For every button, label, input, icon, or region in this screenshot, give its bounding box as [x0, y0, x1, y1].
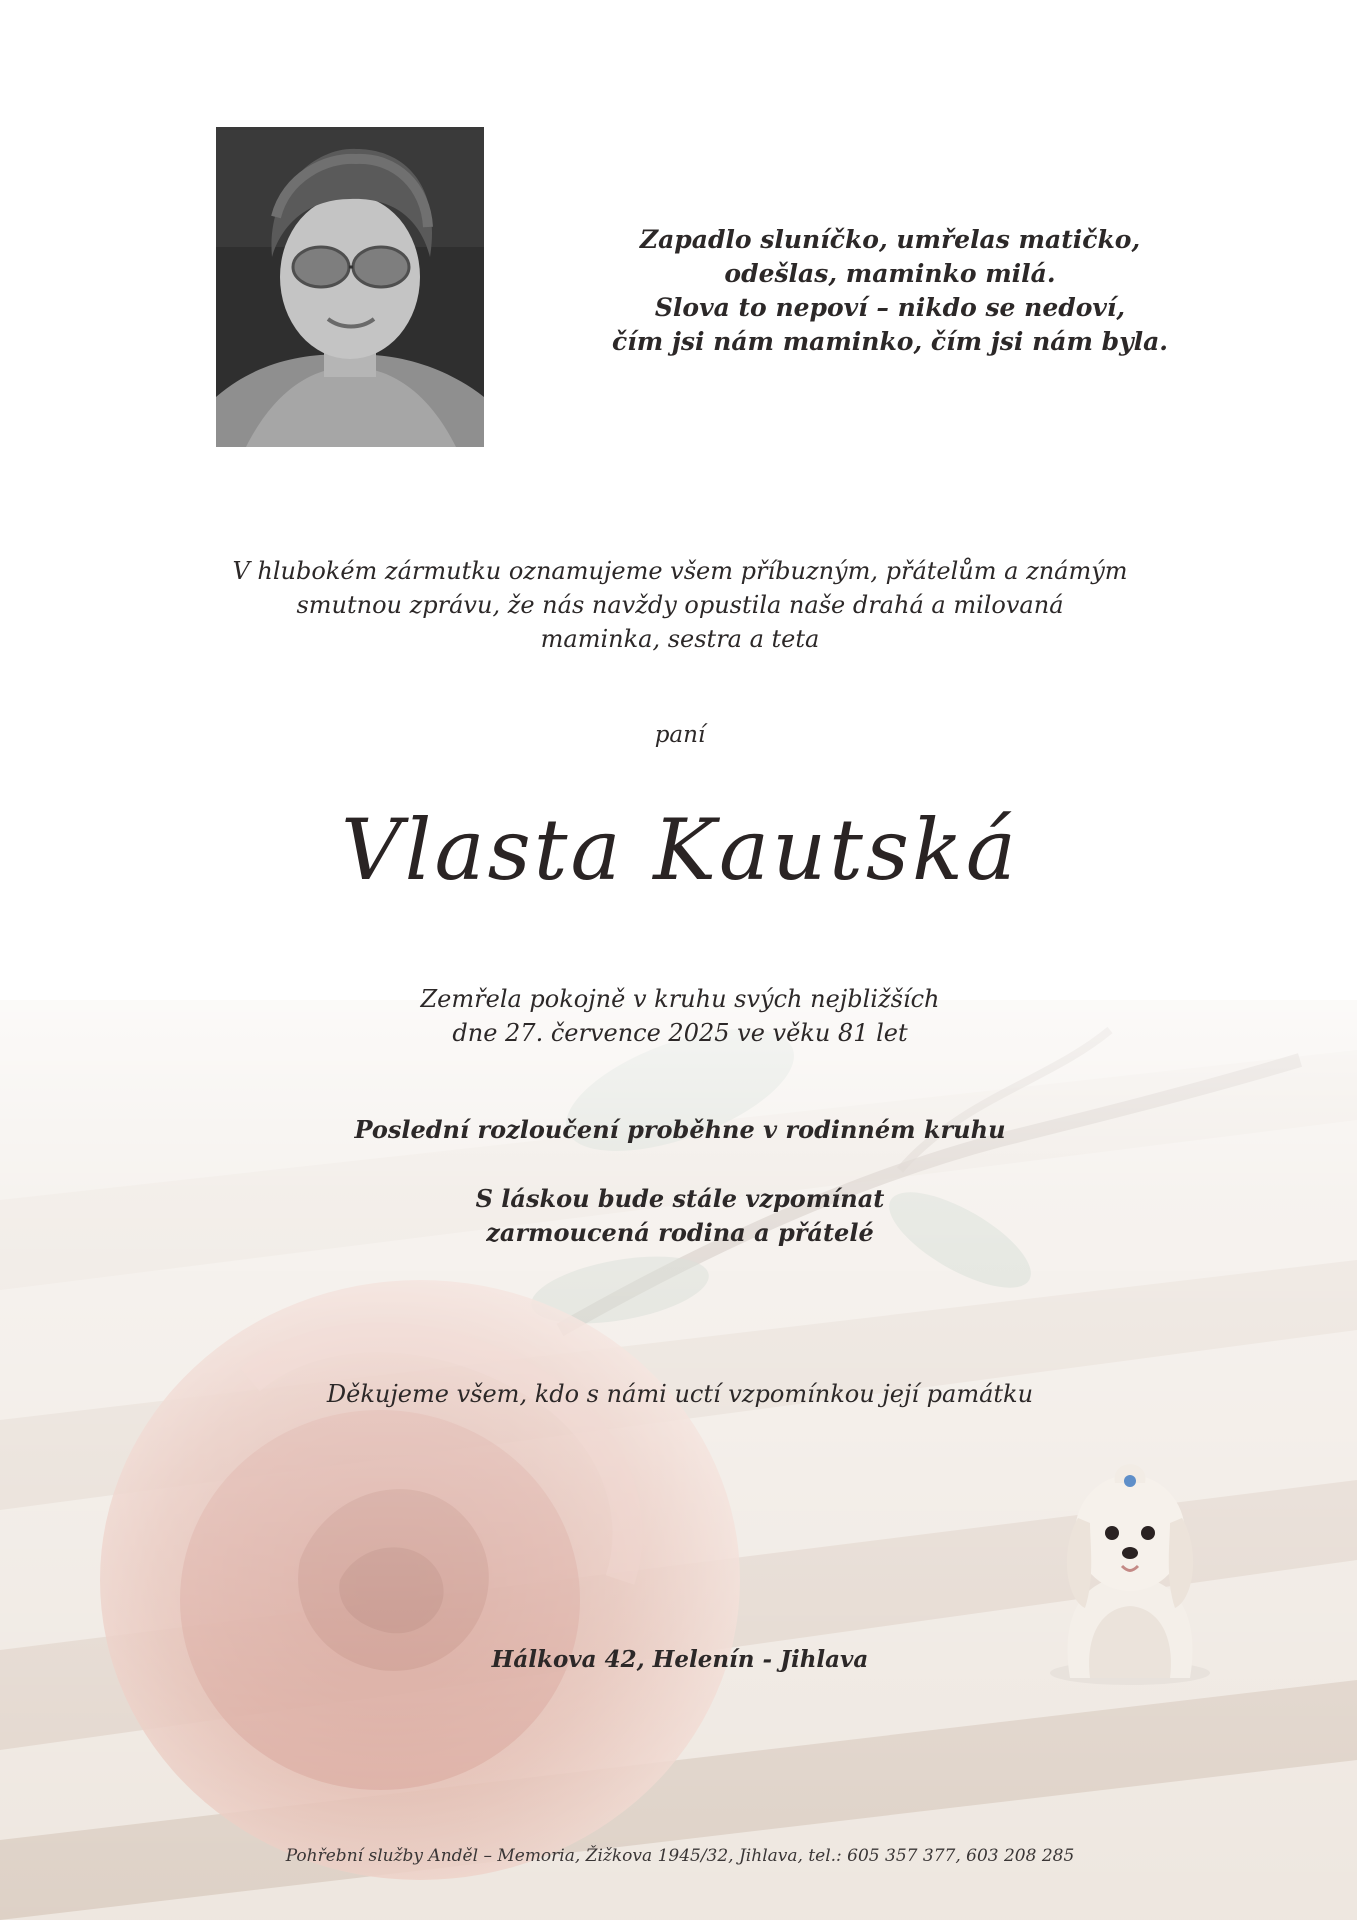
address: Hálkova 42, Helenín - Jihlava	[491, 1646, 869, 1673]
poem-line: čím jsi nám maminko, čím jsi nám byla.	[611, 327, 1169, 356]
poem-line: Zapadlo sluníčko, umřelas matičko,	[639, 225, 1141, 254]
deceased-name: Vlasta Kautská	[340, 801, 1020, 899]
poem-line: Slova to nepoví – nikdo se nedoví,	[654, 293, 1126, 322]
remembrance-line: S láskou bude stále vzpomínat	[475, 1184, 885, 1213]
dog-image	[1040, 1448, 1220, 1688]
thanks-text: Děkujeme všem, kdo s námi uctí vzpomínkou její památku	[326, 1380, 1034, 1408]
farewell-notice: Poslední rozloučení proběhne v rodinném kruhu	[354, 1115, 1006, 1144]
death-info-line: Zemřela pokojně v kruhu svých nejbližších	[420, 985, 940, 1013]
remembrance-line: zarmoucená rodina a přátelé	[486, 1218, 874, 1247]
poem-line: odešlas, maminko milá.	[724, 259, 1056, 288]
portrait-photo	[216, 127, 484, 447]
death-info-line: dne 27. července 2025 ve věku 81 let	[452, 1019, 908, 1047]
announcement-line: V hlubokém zármutku oznamujeme všem příbuzným, přátelům a známým	[232, 557, 1128, 585]
salutation: paní	[654, 722, 706, 748]
death-info	[300, 982, 1060, 1050]
announcement-line: maminka, sestra a teta	[540, 625, 820, 653]
remembrance-text	[280, 1182, 1080, 1250]
poem	[560, 223, 1220, 359]
announcement-line: smutnou zprávu, že nás navždy opustila naše drahá a milovaná	[296, 591, 1064, 619]
announcement-text	[210, 554, 1150, 656]
funeral-service-footer: Pohřební služby Anděl – Memoria, Žižkova 1945/32, Jihlava, tel.: 605 357 377, 603 208 285	[285, 1846, 1075, 1866]
